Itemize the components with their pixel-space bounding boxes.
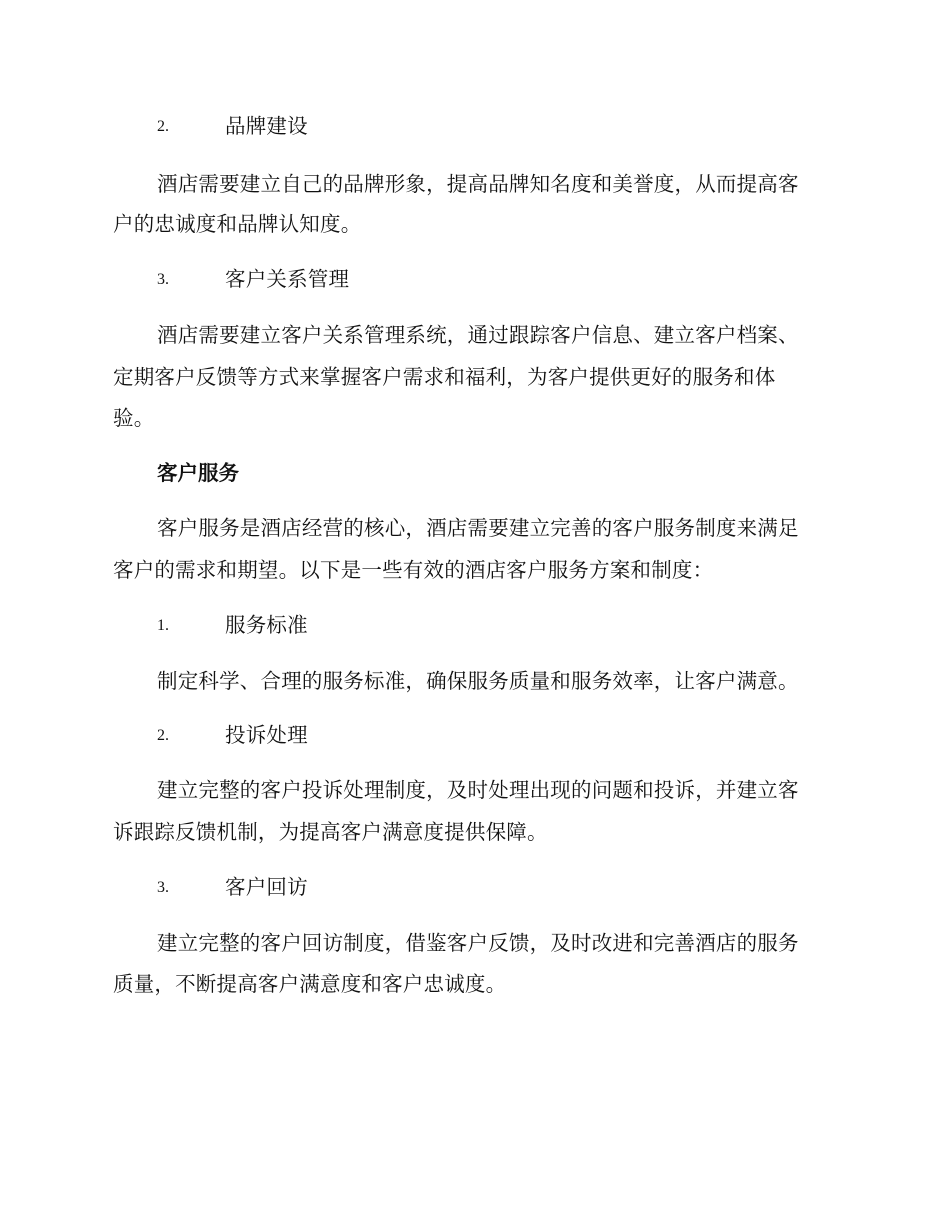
section-heading: 客户服务 xyxy=(157,461,239,485)
list-item-title: 服务标准 xyxy=(225,613,308,637)
list-item-number: 1. xyxy=(157,617,169,634)
list-item-number: 2. xyxy=(157,118,169,135)
paragraph-line: 酒店需要建立自己的品牌形象，提高品牌知名度和美誉度，从而提高客 xyxy=(157,172,799,196)
paragraph-line: 客户服务是酒店经营的核心，酒店需要建立完善的客户服务制度来满足 xyxy=(157,516,799,540)
list-item-title: 品牌建设 xyxy=(225,114,308,138)
paragraph-line: 建立完整的客户回访制度，借鉴客户反馈，及时改进和完善酒店的服务 xyxy=(157,931,799,955)
paragraph-line: 户的忠诚度和品牌认知度。 xyxy=(113,212,362,236)
paragraph-line: 验。 xyxy=(113,406,155,430)
list-item-title: 客户关系管理 xyxy=(225,267,350,291)
paragraph-line: 客户的需求和期望。以下是一些有效的酒店客户服务方案和制度： xyxy=(113,558,714,582)
list-item-number: 2. xyxy=(157,727,169,744)
list-item-title: 客户回访 xyxy=(225,875,308,899)
paragraph-line: 酒店需要建立客户关系管理系统，通过跟踪客户信息、建立客户档案、 xyxy=(157,323,799,347)
list-item-number: 3. xyxy=(157,879,169,896)
paragraph-line: 建立完整的客户投诉处理制度，及时处理出现的问题和投诉，并建立客 xyxy=(157,778,799,802)
paragraph-line: 诉跟踪反馈机制，为提高客户满意度提供保障。 xyxy=(113,820,548,844)
list-item-title: 投诉处理 xyxy=(225,723,308,747)
paragraph-line: 质量，不断提高客户满意度和客户忠诚度。 xyxy=(113,972,507,996)
paragraph-line: 定期客户反馈等方式来掌握客户需求和福利，为客户提供更好的服务和体 xyxy=(113,365,776,389)
list-item-number: 3. xyxy=(157,271,169,288)
paragraph-line: 制定科学、合理的服务标准，确保服务质量和服务效率，让客户满意。 xyxy=(157,669,799,693)
